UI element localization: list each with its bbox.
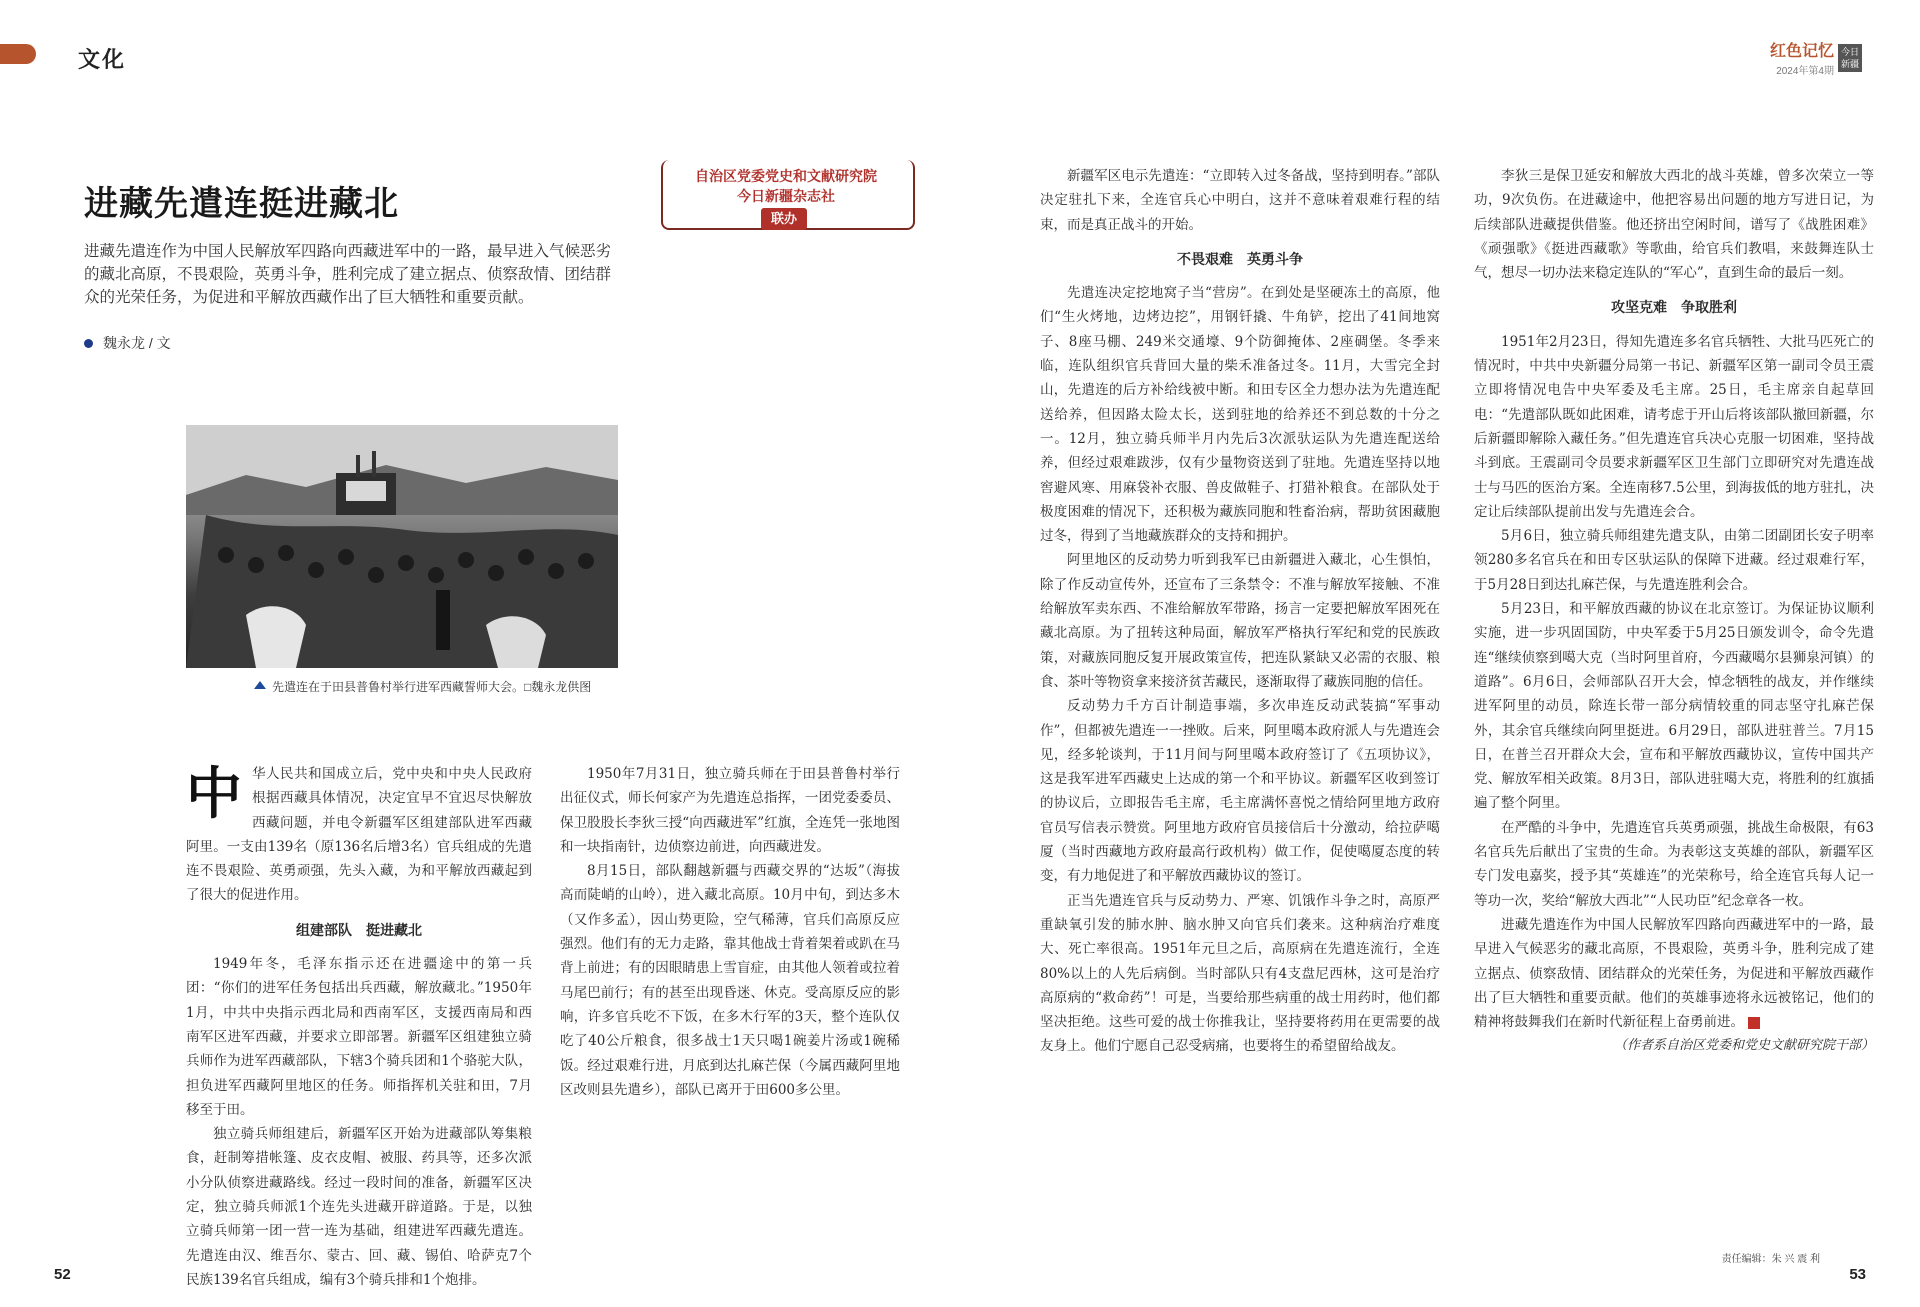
drop-cap: 中 <box>186 761 242 827</box>
caption-arrow-icon <box>254 681 266 689</box>
paragraph: 反动势力千方百计制造事端，多次串连反动武装搞“军事动作”，但都被先遣连一一挫败。后来，阿里噶本政府派人与先遣连会见，经多轮谈判，于11月间与阿里噶本政府签订了《五项协议》，这是我军进军西藏史上达成的第一个和平协议。新疆军区收到签订的协议后，立即报告毛主席，毛主席满怀喜悦之情给阿里地方政府官员写信表示赞赏。阿里地方政府官员接信后十分激动，给拉萨噶厦（当时西藏地方政府最高行政机构）做工作，促使噶厦态度的转变，有力地促进了和平解放西藏协议的签订。 <box>1040 698 1440 885</box>
author-note: （作者系自治区党委和党史文献研究院干部） <box>1613 1038 1874 1054</box>
paragraph: 正当先遣连官兵与反动势力、严寒、饥饿作斗争之时，高原严重缺氧引发的肺水肿、脑水肿又向官兵们袭来。这种病治疗难度大、死亡率很高。1951年元旦之后，高原病在先遣连流行，全连80%以上的人先后病倒。当时部队只有4支盘尼西林，这可是治疗高原病的“救命药”！可是，当要给那些病重的战士用药时，他们都坚决拒绝。这些可爱的战士你推我让，坚持要将药用在更需要的战友身上。他们宁愿自己忍受病痛，也要将生的希望留给战友。 <box>1040 892 1440 1055</box>
co-organizer-line-1: 自治区党委党史和文献研究院 <box>695 168 877 184</box>
subheading: 攻坚克难 争取胜利 <box>1611 299 1737 316</box>
co-organizer-line-2: 今日新疆杂志社 <box>737 188 835 204</box>
paragraph: 1949年冬，毛泽东指示还在进疆途中的第一兵团：“你们的进军任务包括出兵西藏，解放藏北。”1950年1月，中共中央指示西北局和西南军区，支援西南局和西南军区进军西藏，并要求立即部署。新疆军区组建独立骑兵师作为进军西藏部队，下辖3个骑兵团和1个骆驼大队，担负进军西藏阿里地区的任务。师指挥机关驻和田，7月移至于田。 <box>186 956 532 1118</box>
paragraph <box>1474 913 1874 1034</box>
paragraph: 8月15日，部队翻越新疆与西藏交界的“达坂”（海拔高而陡峭的山岭），进入藏北高原。10月中旬，到达多木（又作多孟），因山势更险，空气稀薄，官兵们高原反应强烈。他们有的无力走路，靠其他战士背着架着或趴在马背上前进；有的因眼睛患上雪盲症，由其他人领着或拉着马尾巴前行；有的甚至出现昏迷、休克。受高原反应的影响，许多官兵吃不下饭，在多木行军的3天，整个连队仅吃了40公斤粮食，很多战士1天只喝1碗姜片汤或1碗稀饭。经过艰难行进，月底到达扎麻芒保（今属西藏阿里地区改则县先遣乡），部队已离开于田600多公里。 <box>560 863 900 1098</box>
paragraph: 1950年7月31日，独立骑兵师在于田县普鲁村举行出征仪式，师长何家产为先遣连总指挥，一团党委委员、保卫股股长李狄三授“向西藏进军”红旗，全连凭一张地图和一块指南针，边侦察边前进，向西藏进发。 <box>560 766 900 855</box>
paragraph: 先遣连决定挖地窝子当“营房”。在到处是坚硬冻土的高原，他们“生火烤地，边烤边挖”，用钢钎撬、牛角铲，挖出了41间地窝子、8座马棚、249米交通壕、9个防御掩体、2座碉堡。冬季来临，连队组织官兵背回大量的柴禾准备过冬。11月，大雪完全封山，先遣连的后方补给线被中断。和田专区全力想办法为先遣连配送给养，但因路太险太长，送到驻地的给养还不到总数的十分之一。12月，独立骑兵师半月内先后3次派驮运队为先遣连配送给养，但经过艰难跋涉，仅有少量物资送到了驻地。先遣连坚持以地窖避风寒、用麻袋补衣服、兽皮做鞋子、打猎补粮食。在部队处于极度困难的情况下，还积极为藏族同胞和牲畜治病，帮助贫困藏胞过冬，得到了当地藏族群众的支持和拥护。 <box>1040 285 1440 545</box>
subheading: 不畏艰难 英勇斗争 <box>1177 250 1303 267</box>
end-mark-icon <box>1748 1017 1760 1029</box>
paragraph: 新疆军区电示先遣连：“立即转入过冬备战，坚持到明春。”部队决定驻扎下来，全连官兵心中明白，这并不意味着艰难行程的结束，而是真正战斗的开始。 <box>1040 168 1440 233</box>
body-column-1 <box>186 762 532 1292</box>
paragraph: 5月6日，独立骑兵师组建先遣支队，由第二团副团长安子明率领280多名官兵在和田专区驮运队的保障下进藏。经过艰难行军，于5月28日到达扎麻芒保，与先遣连胜利会合。 <box>1474 528 1874 593</box>
body-column-2 <box>560 762 900 1102</box>
section-label: 文化 <box>78 47 127 72</box>
magazine-logo: 今日新疆 <box>1838 44 1862 72</box>
body-column-3 <box>1040 164 1440 1059</box>
page-number-left: 52 <box>54 1266 71 1283</box>
co-organizer-badge: 联办 <box>761 208 807 230</box>
article-title: 进藏先遣连挺进藏北 <box>84 185 399 223</box>
page-number-right: 53 <box>1849 1266 1866 1283</box>
magazine-issue: 2024年第4期 <box>1776 66 1834 77</box>
byline-dot-icon <box>84 339 93 348</box>
article-lead: 进藏先遣连作为中国人民解放军四路向西藏进军中的一路，最早进入气候恶劣的藏北高原，不畏艰险，英勇斗争，胜利完成了建立据点、侦察敌情、团结群众的光荣任务，为促进和平解放西藏作出了巨大牺牲和重要贡献。 <box>84 242 612 306</box>
responsible-editor: 责任编辑：朱 兴 震 利 <box>1721 1254 1820 1265</box>
paragraph: 1951年2月23日，得知先遣连多名官兵牺牲、大批马匹死亡的情况时，中共中央新疆分局第一书记、新疆军区第一副司令员王震立即将情况电告中央军委及毛主席。25日，毛主席亲自起草回电：“先遣部队既如此困难，请考虑于开山后将该部队撤回新疆，尔后新疆即解除入藏任务。”但先遣连官兵决心克服一切困难，坚持战斗到底。王震副司令员要求新疆军区卫生部门立即研究对先遣连战士与马匹的医治方案。全连南移7.5公里，到海拔低的地方驻扎，决定让后续部队提前出发与先遣连会合。 <box>1474 333 1874 520</box>
byline-text: 魏永龙 / 文 <box>103 335 171 351</box>
subheading: 组建部队 挺进藏北 <box>296 921 422 938</box>
body-column-4 <box>1474 164 1874 1059</box>
paragraph: 李狄三是保卫延安和解放大西北的战斗英雄，曾多次荣立一等功，9次负伤。在进藏途中，他把容易出问题的地方写进日记，为后续部队进藏提供借鉴。他还挤出空闲时间，谱写了《战胜困难》《顽强歌》《挺进西藏歌》等歌曲，给官兵们教唱，来鼓舞连队士气，想尽一切办法来稳定连队的“军心”，直到生命的最后一刻。 <box>1474 168 1874 282</box>
paragraph-text: 华人民共和国成立后，党中央和中央人民政府根据西藏具体情况，决定宜早不宜迟尽快解放西藏问题，并电令新疆军区组建部队进军西藏阿里。一支由139名（原136名后增3名）官兵组成的先遣连不畏艰险、英勇顽强，先头入藏，为和平解放西藏起到了很大的促进作用。 <box>186 766 532 904</box>
magazine-name: 红色记忆 <box>1769 43 1834 60</box>
paragraph: 5月23日，和平解放西藏的协议在北京签订。为保证协议顺利实施，进一步巩固国防，中央军委于5月25日颁发训令，命令先遣连“继续侦察到噶大克（当时阿里首府，今西藏噶尔县狮泉河镇）的道路”。6月6日，会师部队召开大会，悼念牺牲的战友，并作继续进军阿里的动员，除连长带一部分病情较重的同志坚守扎麻芒保外，其余官兵继续向阿里挺进。6月29日，部队进驻普兰。7月15日，在普兰召开群众大会，宣布和平解放西藏协议，宣传中国共产党、解放军相关政策。8月3日，部队进驻噶大克，将胜利的红旗插遍了整个阿里。 <box>1474 601 1874 812</box>
byline <box>84 333 171 353</box>
paragraph <box>186 762 532 908</box>
section-tab-marker <box>0 44 36 64</box>
paragraph-text: 进藏先遣连作为中国人民解放军四路向西藏进军中的一路，最早进入气候恶劣的藏北高原，不畏艰险，英勇斗争，胜利完成了建立据点、侦察敌情、团结群众的光荣任务，为促进和平解放西藏作出了巨大牺牲和重要贡献。他们的英雄事迹将永远被铭记，他们的精神将鼓舞我们在新时代新征程上奋勇前进。 <box>1474 916 1874 1031</box>
historical-photo <box>186 425 618 668</box>
paragraph: 在严酷的斗争中，先遣连官兵英勇顽强，挑战生命极限，有63名官兵先后献出了宝贵的生命。为表彰这支英雄的部队，新疆军区专门发电嘉奖，授予其“英雄连”的光荣称号，给全连官兵每人记一等功一次，奖给“解放大西北”“人民功臣”纪念章各一枚。 <box>1474 819 1874 909</box>
paragraph: 独立骑兵师组建后，新疆军区开始为进藏部队筹集粮食，赶制筹措帐篷、皮衣皮帽、被服、药具等，还多次派小分队侦察进藏路线。经过一段时间的准备，新疆军区决定，独立骑兵师派1个连先头进藏开辟道路。于是，以独立骑兵师第一团一营一连为基础，组建进军西藏先遣连。先遣连由汉、维吾尔、蒙古、回、藏、锡伯、哈萨克7个民族139名官兵组成，编有3个骑兵排和1个炮排。 <box>186 1126 532 1288</box>
paragraph: 阿里地区的反动势力听到我军已由新疆进入藏北，心生惧怕，除了作反动宣传外，还宣布了三条禁令：不准与解放军接触、不准给解放军卖东西、不准给解放军带路，扬言一定要把解放军困死在藏北高原。为了扭转这种局面，解放军严格执行军纪和党的民族政策，对藏族同胞反复开展政策宣传，把连队紧缺又必需的衣服、粮食、茶叶等物资拿来接济贫苦藏民，逐渐取得了藏族同胞的信任。 <box>1040 552 1440 690</box>
photo-caption: 先遣连在于田县普鲁村举行进军西藏誓师大会。□魏永龙供图 <box>272 680 592 694</box>
